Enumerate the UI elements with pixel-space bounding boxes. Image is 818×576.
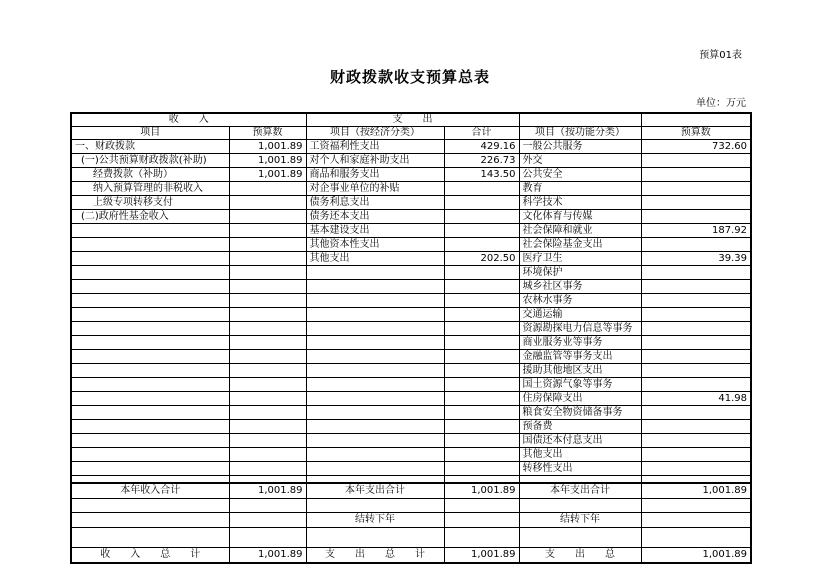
income-item-cell: [71, 294, 229, 308]
table-row: [71, 392, 751, 406]
income-value-cell: [229, 322, 306, 336]
econ-total-cell: [444, 406, 519, 420]
econ-item-cell: [306, 280, 444, 294]
func-item-cell: 预备费: [519, 420, 641, 434]
func-item-cell: 其他支出: [519, 448, 641, 462]
income-value-cell: [229, 378, 306, 392]
func-item-cell: 住房保障支出: [519, 392, 641, 406]
summary-value-cell: 1,001.89: [229, 483, 306, 499]
econ-total-cell: [444, 266, 519, 280]
econ-item-cell: [306, 448, 444, 462]
summary-label-cell: [71, 476, 229, 484]
income-value-cell: [229, 350, 306, 364]
table-row: [71, 168, 751, 182]
income-value-cell: [229, 196, 306, 210]
income-value-cell: 1,001.89: [229, 154, 306, 168]
func-item-cell: 商业服务业等事务: [519, 336, 641, 350]
table-row: [71, 238, 751, 252]
summary-value-cell: [444, 513, 519, 528]
summary-value-cell: [641, 513, 751, 528]
func-value-cell: [641, 238, 751, 252]
econ-total-cell: 202.50: [444, 252, 519, 266]
income-value-cell: [229, 434, 306, 448]
func-item-cell: 文化体育与传媒: [519, 210, 641, 224]
unit-label: 单位：万元: [696, 98, 746, 109]
income-item-cell: [71, 336, 229, 350]
econ-total-cell: [444, 280, 519, 294]
econ-total-cell: [444, 196, 519, 210]
summary-value-cell: [444, 499, 519, 513]
spacer-row: [71, 499, 751, 513]
table-row: [71, 154, 751, 168]
income-value-cell: 1,001.89: [229, 168, 306, 182]
econ-total-cell: [444, 378, 519, 392]
func-item-cell: 教育: [519, 182, 641, 196]
summary-label-cell: 收 入 总 计: [71, 548, 229, 564]
func-item-cell: 外交: [519, 154, 641, 168]
table-row: [71, 182, 751, 196]
income-item-cell: 上级专项转移支付: [71, 196, 229, 210]
econ-item-cell: [306, 434, 444, 448]
summary-value-cell: 1,001.89: [444, 483, 519, 499]
func-item-cell: 城乡社区事务: [519, 280, 641, 294]
table-row: [71, 448, 751, 462]
func-value-cell: [641, 308, 751, 322]
income-item-cell: (二)政府性基金收入: [71, 210, 229, 224]
income-value-cell: [229, 294, 306, 308]
econ-item-cell: [306, 322, 444, 336]
func-value-cell: [641, 378, 751, 392]
func-value-cell: [641, 182, 751, 196]
income-item-cell: [71, 280, 229, 294]
income-value-cell: [229, 336, 306, 350]
income-item-cell: [71, 434, 229, 448]
summary-value-cell: [641, 499, 751, 513]
table-row: [71, 308, 751, 322]
table-row: [71, 252, 751, 266]
table-row: [71, 406, 751, 420]
grand-total-row: [71, 548, 751, 564]
econ-total-cell: [444, 462, 519, 476]
summary-label-cell: 本年支出合计: [306, 483, 444, 499]
table-row: [71, 364, 751, 378]
table-row: [71, 462, 751, 476]
table-row: [71, 322, 751, 336]
summary-label-cell: 本年收入合计: [71, 483, 229, 499]
income-group-header: 收 入: [71, 113, 306, 127]
summary-value-cell: [229, 528, 306, 548]
table-row: [71, 378, 751, 392]
func-item-cell: 交通运输: [519, 308, 641, 322]
econ-item-cell: 其他资本性支出: [306, 238, 444, 252]
econ-total-cell: [444, 294, 519, 308]
income-value-cell: [229, 280, 306, 294]
income-item-cell: [71, 322, 229, 336]
table-row: [71, 420, 751, 434]
summary-label-cell: 结转下年: [306, 513, 444, 528]
func-item-cell: 社会保障和就业: [519, 224, 641, 238]
econ-item-cell: [306, 378, 444, 392]
table-row: [71, 350, 751, 364]
econ-total-cell: [444, 224, 519, 238]
func-value-cell: [641, 168, 751, 182]
summary-label-cell: [71, 513, 229, 528]
expense-group-header: 支 出: [306, 113, 519, 127]
func-item-cell: 资源勘探电力信息等事务: [519, 322, 641, 336]
func-item-cell: 公共安全: [519, 168, 641, 182]
income-value-cell: 1,001.89: [229, 140, 306, 154]
econ-item-cell: 对个人和家庭补助支出: [306, 154, 444, 168]
func-item-cell: 医疗卫生: [519, 252, 641, 266]
summary-value-cell: [444, 528, 519, 548]
econ-total-cell: [444, 322, 519, 336]
table-row: [71, 266, 751, 280]
func-value-cell: [641, 350, 751, 364]
econ-item-cell: [306, 392, 444, 406]
table-row: [71, 140, 751, 154]
summary-label-cell: [519, 528, 641, 548]
func-value-cell: [641, 420, 751, 434]
econ-total-cell: [444, 448, 519, 462]
summary-value-cell: [641, 528, 751, 548]
func-value-cell: [641, 154, 751, 168]
func-item-cell: 国土资源气象等事务: [519, 378, 641, 392]
income-value-cell: [229, 266, 306, 280]
func-value-cell: 187.92: [641, 224, 751, 238]
func-value-cell: [641, 364, 751, 378]
econ-item-cell: [306, 336, 444, 350]
econ-item-cell: [306, 462, 444, 476]
income-item-cell: [71, 448, 229, 462]
econ-item-cell: [306, 266, 444, 280]
income-item-cell: [71, 252, 229, 266]
income-value-cell: [229, 392, 306, 406]
econ-item-cell: [306, 364, 444, 378]
income-item-cell: [71, 350, 229, 364]
income-item-cell: [71, 308, 229, 322]
econ-total-cell: 143.50: [444, 168, 519, 182]
table-row: [71, 434, 751, 448]
summary-label-cell: [306, 476, 444, 484]
func-value-cell: [641, 462, 751, 476]
func-value-cell: [641, 196, 751, 210]
table-row: [71, 210, 751, 224]
econ-total-cell: [444, 210, 519, 224]
income-item-cell: 经费拨款（补助）: [71, 168, 229, 182]
func-value-cell: [641, 280, 751, 294]
income-value-cell: [229, 224, 306, 238]
econ-total-cell: [444, 308, 519, 322]
func-value-cell: [641, 448, 751, 462]
income-item-cell: [71, 420, 229, 434]
summary-label-cell: [71, 528, 229, 548]
summary-value-cell: [229, 499, 306, 513]
summary-label-cell: [71, 499, 229, 513]
func-value-cell: [641, 406, 751, 420]
income-value-cell: [229, 406, 306, 420]
econ-total-cell: [444, 238, 519, 252]
carryover-row: [71, 513, 751, 528]
func-value-cell: [641, 294, 751, 308]
page-title: 财政拨款收支预算总表: [329, 68, 490, 86]
func-item-cell: 粮食安全物资储备事务: [519, 406, 641, 420]
econ-total-cell: 429.16: [444, 140, 519, 154]
income-item-cell: 一、财政拨款: [71, 140, 229, 154]
summary-label-cell: [519, 499, 641, 513]
summary-label-cell: 本年支出合计: [519, 483, 641, 499]
econ-item-cell: [306, 294, 444, 308]
func-item-cell: 国债还本付息支出: [519, 434, 641, 448]
econ-total-cell: 226.73: [444, 154, 519, 168]
summary-value-cell: [229, 513, 306, 528]
summary-value-cell: [641, 476, 751, 484]
income-item-cell: [71, 266, 229, 280]
func-item-cell: 环境保护: [519, 266, 641, 280]
income-item-cell: [71, 238, 229, 252]
econ-item-cell: [306, 350, 444, 364]
form-number-label: 预算01表: [699, 50, 742, 61]
summary-value-cell: [444, 476, 519, 484]
year-totals-row: [71, 483, 751, 499]
separator-row: [71, 476, 751, 484]
income-item-cell: [71, 378, 229, 392]
econ-item-cell: [306, 406, 444, 420]
column-header-total: 合计: [444, 127, 519, 140]
func-item-cell: 转移性支出: [519, 462, 641, 476]
income-value-cell: [229, 448, 306, 462]
func-value-cell: 39.39: [641, 252, 751, 266]
income-item-cell: [71, 462, 229, 476]
income-value-cell: [229, 364, 306, 378]
income-value-cell: [229, 238, 306, 252]
summary-label-cell: [306, 528, 444, 548]
column-header-func-budget: 预算数: [641, 127, 751, 140]
summary-label-cell: [519, 476, 641, 484]
income-item-cell: [71, 392, 229, 406]
econ-total-cell: [444, 364, 519, 378]
func-value-cell: [641, 210, 751, 224]
func-value-cell: [641, 336, 751, 350]
column-header-func-item: 项目（按功能分类）: [519, 127, 641, 140]
column-header-income-item: 项目: [71, 127, 229, 140]
summary-value-cell: 1,001.89: [641, 483, 751, 499]
column-header-income-budget: 预算数: [229, 127, 306, 140]
summary-value-cell: [229, 476, 306, 484]
income-value-cell: [229, 252, 306, 266]
func-value-cell: 41.98: [641, 392, 751, 406]
summary-label-cell: 支 出 总: [519, 548, 641, 564]
table-row: [71, 224, 751, 238]
summary-value-cell: 1,001.89: [444, 548, 519, 564]
income-item-cell: 纳入预算管理的非税收入: [71, 182, 229, 196]
budget-table: [70, 112, 752, 564]
empty-header-cell: [641, 113, 751, 127]
econ-item-cell: 债务还本支出: [306, 210, 444, 224]
func-value-cell: [641, 322, 751, 336]
income-value-cell: [229, 210, 306, 224]
income-item-cell: [71, 406, 229, 420]
econ-item-cell: [306, 308, 444, 322]
econ-item-cell: 债务利息支出: [306, 196, 444, 210]
econ-total-cell: [444, 350, 519, 364]
spacer-row: [71, 528, 751, 548]
econ-item-cell: 对企事业单位的补贴: [306, 182, 444, 196]
func-item-cell: 一般公共服务: [519, 140, 641, 154]
func-item-cell: 社会保险基金支出: [519, 238, 641, 252]
table-column-header-row: [71, 127, 751, 140]
summary-label-cell: [306, 499, 444, 513]
empty-header-cell: [519, 113, 641, 127]
income-item-cell: (一)公共预算财政拨款(补助): [71, 154, 229, 168]
summary-label-cell: 支 出 总 计: [306, 548, 444, 564]
summary-value-cell: 1,001.89: [641, 548, 751, 564]
income-item-cell: [71, 224, 229, 238]
table-row: [71, 196, 751, 210]
econ-total-cell: [444, 392, 519, 406]
econ-item-cell: 商品和服务支出: [306, 168, 444, 182]
table-group-header-row: [71, 113, 751, 127]
income-value-cell: [229, 462, 306, 476]
summary-value-cell: 1,001.89: [229, 548, 306, 564]
table-row: [71, 336, 751, 350]
func-value-cell: [641, 266, 751, 280]
econ-item-cell: [306, 420, 444, 434]
income-value-cell: [229, 308, 306, 322]
func-value-cell: 732.60: [641, 140, 751, 154]
func-item-cell: 金融监管等事务支出: [519, 350, 641, 364]
econ-total-cell: [444, 434, 519, 448]
column-header-econ-item: 项目（按经济分类）: [306, 127, 444, 140]
econ-total-cell: [444, 420, 519, 434]
table-row: [71, 280, 751, 294]
econ-item-cell: 工资福利性支出: [306, 140, 444, 154]
table-row: [71, 294, 751, 308]
econ-item-cell: 其他支出: [306, 252, 444, 266]
func-item-cell: 农林水事务: [519, 294, 641, 308]
summary-label-cell: 结转下年: [519, 513, 641, 528]
func-item-cell: 科学技术: [519, 196, 641, 210]
income-value-cell: [229, 182, 306, 196]
func-value-cell: [641, 434, 751, 448]
income-item-cell: [71, 364, 229, 378]
income-value-cell: [229, 420, 306, 434]
econ-item-cell: 基本建设支出: [306, 224, 444, 238]
econ-total-cell: [444, 336, 519, 350]
func-item-cell: 援助其他地区支出: [519, 364, 641, 378]
econ-total-cell: [444, 182, 519, 196]
